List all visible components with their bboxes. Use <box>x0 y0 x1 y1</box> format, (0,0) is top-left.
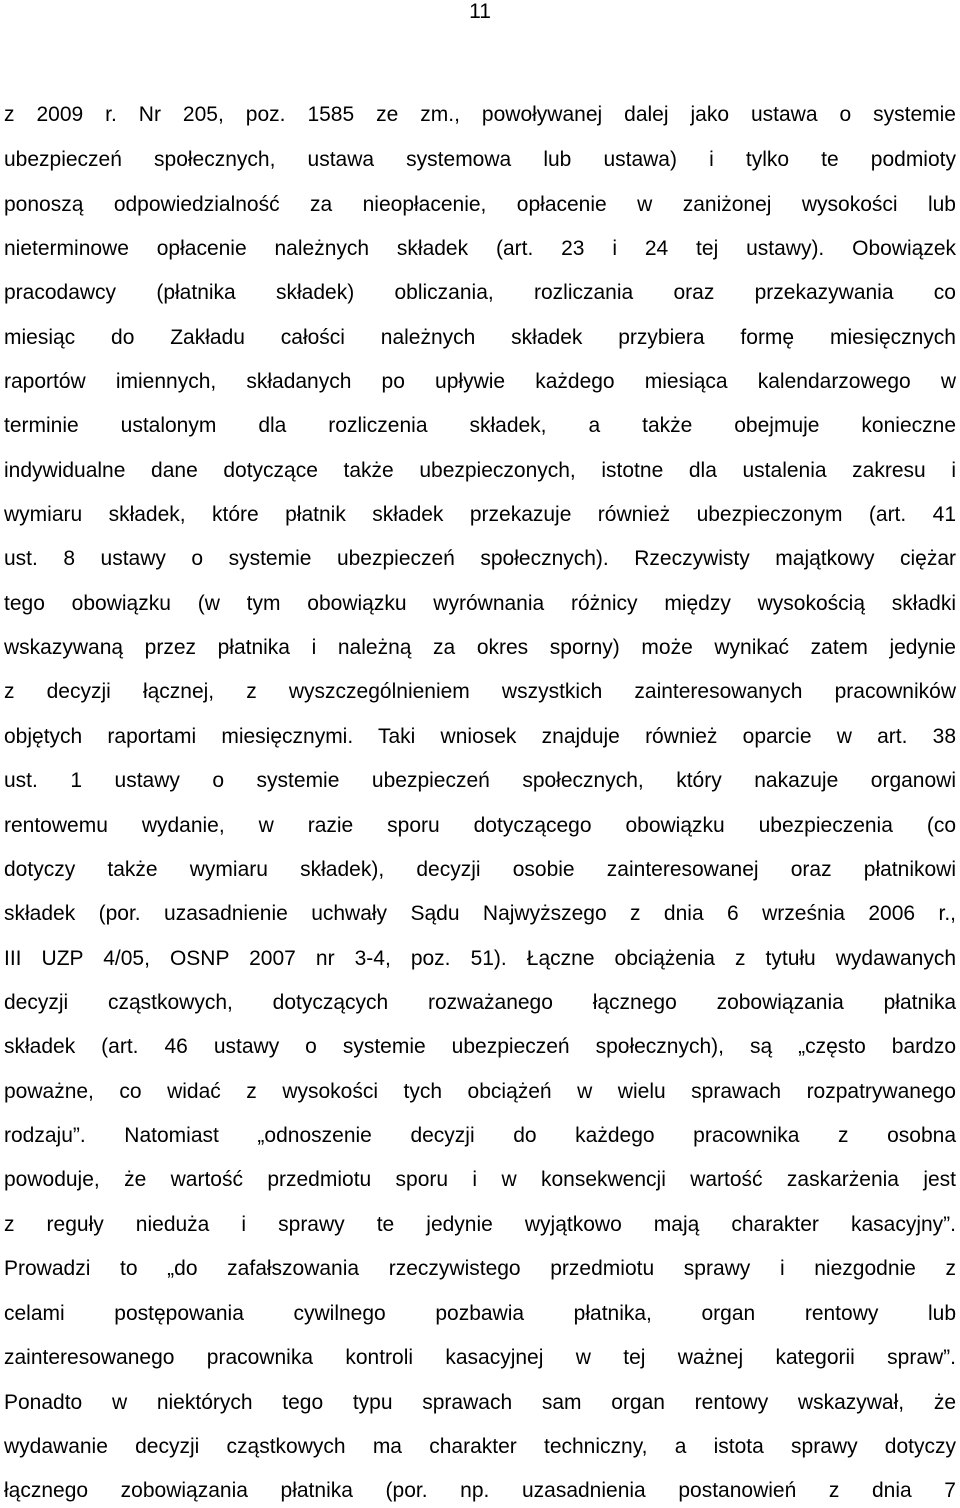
text-line: Ponadto w niektórych tego typu sprawach sam organ rentowy wskazywał, że <box>4 1391 956 1414</box>
text-line: z reguły nieduża i sprawy te jedynie wyjątkowo mają charakter kasacyjny”. <box>4 1213 956 1236</box>
text-line: łącznego zobowiązania płatnika (por. np. uzasadnienia postanowień z dnia 7 <box>4 1479 956 1502</box>
text-line: celami postępowania cywilnego pozbawia płatnika, organ rentowy lub <box>4 1302 956 1325</box>
text-line: Prowadzi to „do zafałszowania rzeczywistego przedmiotu sprawy i niezgodnie z <box>4 1257 956 1280</box>
text-line: pracodawcy (płatnika składek) obliczania, rozliczania oraz przekazywania co <box>4 281 956 304</box>
text-line: wymiaru składek, które płatnik składek przekazuje również ubezpieczonym (art. 41 <box>4 503 956 526</box>
text-line: decyzji cząstkowych, dotyczących rozważanego łącznego zobowiązania płatnika <box>4 991 956 1014</box>
text-line: ponoszą odpowiedzialność za nieopłacenie, opłacenie w zaniżonej wysokości lub <box>4 193 956 216</box>
text-line: wydawanie decyzji cząstkowych ma charakter techniczny, a istota sprawy dotyczy <box>4 1435 956 1458</box>
text-line: III UZP 4/05, OSNP 2007 nr 3-4, poz. 51). Łączne obciążenia z tytułu wydawanych <box>4 947 956 970</box>
text-line: z 2009 r. Nr 205, poz. 1585 ze zm., powoływanej dalej jako ustawa o systemie <box>4 103 956 126</box>
text-line: raportów imiennych, składanych po upływie każdego miesiąca kalendarzowego w <box>4 370 956 393</box>
page-number: 11 <box>469 0 491 23</box>
text-line: zainteresowanego pracownika kontroli kasacyjnej w tej ważnej kategorii spraw”. <box>4 1346 956 1369</box>
text-line: dotyczy także wymiaru składek), decyzji osobie zainteresowanej oraz płatnikowi <box>4 858 956 881</box>
text-line: indywidualne dane dotyczące także ubezpieczonych, istotne dla ustalenia zakresu i <box>4 459 956 482</box>
text-line: tego obowiązku (w tym obowiązku wyrównania różnicy między wysokością składki <box>4 592 956 615</box>
text-line: nieterminowe opłacenie należnych składek (art. 23 i 24 tej ustawy). Obowiązek <box>4 237 956 260</box>
text-line: miesiąc do Zakładu całości należnych składek przybiera formę miesięcznych <box>4 326 956 349</box>
text-line: z decyzji łącznej, z wyszczególnieniem wszystkich zainteresowanych pracowników <box>4 680 956 703</box>
text-line: rentowemu wydanie, w razie sporu dotyczącego obowiązku ubezpieczenia (co <box>4 814 956 837</box>
text-line: składek (por. uzasadnienie uchwały Sądu Najwyższego z dnia 6 września 2006 r., <box>4 902 956 925</box>
text-line: powoduje, że wartość przedmiotu sporu i w konsekwencji wartość zaskarżenia jest <box>4 1168 956 1191</box>
text-line: wskazywaną przez płatnika i należną za okres sporny) może wynikać zatem jedynie <box>4 636 956 659</box>
text-line: składek (art. 46 ustawy o systemie ubezpieczeń społecznych), są „często bardzo <box>4 1035 956 1058</box>
text-line: rodzaju”. Natomiast „odnoszenie decyzji do każdego pracownika z osobna <box>4 1124 956 1147</box>
text-line: ubezpieczeń społecznych, ustawa systemowa lub ustawa) i tylko te podmioty <box>4 148 956 171</box>
text-line: poważne, co widać z wysokości tych obciążeń w wielu sprawach rozpatrywanego <box>4 1080 956 1103</box>
text-line: ust. 1 ustawy o systemie ubezpieczeń społecznych, który nakazuje organowi <box>4 769 956 792</box>
text-line: ust. 8 ustawy o systemie ubezpieczeń społecznych). Rzeczywisty majątkowy ciężar <box>4 547 956 570</box>
text-line: terminie ustalonym dla rozliczenia składek, a także obejmuje konieczne <box>4 414 956 437</box>
text-line: objętych raportami miesięcznymi. Taki wniosek znajduje również oparcie w art. 38 <box>4 725 956 748</box>
